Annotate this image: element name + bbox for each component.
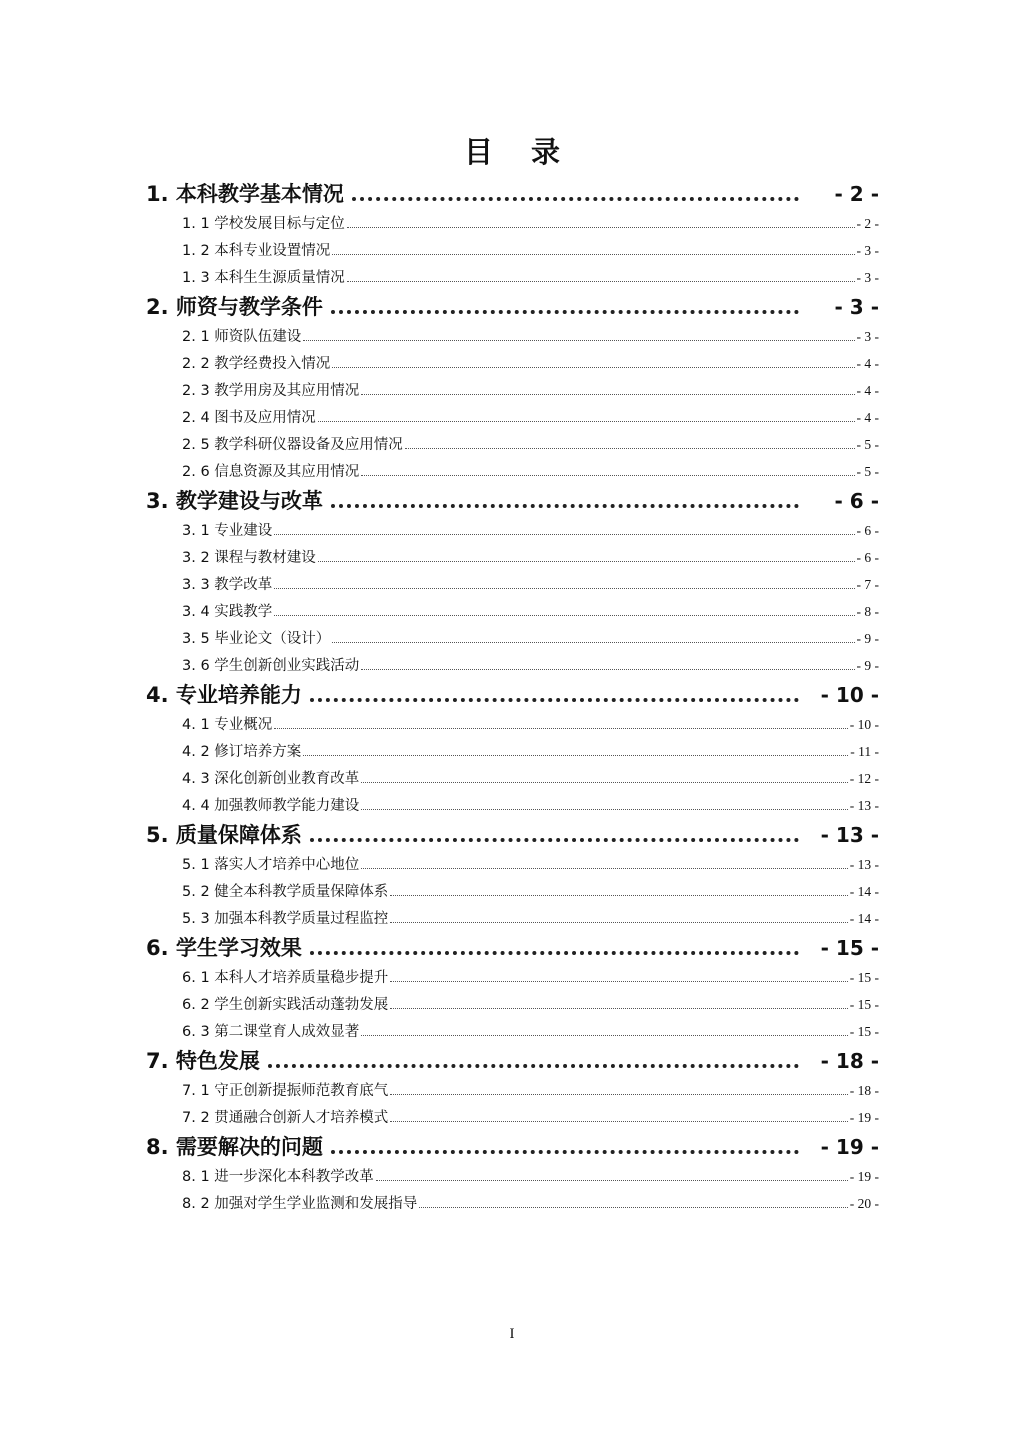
dot-leader: [361, 475, 854, 476]
toc-subsection-6-3[interactable]: [146, 1018, 879, 1045]
dot-leader: [361, 868, 847, 869]
toc-entry-page: - 7 -: [856, 577, 879, 592]
toc-subsection-3-2[interactable]: [146, 544, 879, 571]
dot-leader: [390, 1094, 847, 1095]
toc-entry-title[interactable]: 7. 1 守正创新提振师范教育底气: [182, 1083, 389, 1099]
toc-entry-page: - 15 -: [849, 970, 879, 985]
toc-entry-title[interactable]: 2. 3 教学用房及其应用情况: [182, 383, 360, 399]
toc-subsection-6-2[interactable]: [146, 991, 879, 1018]
toc-entry-title[interactable]: 1. 1 学校发展目标与定位: [182, 216, 345, 232]
toc-section-1[interactable]: [146, 178, 879, 210]
toc-entry-title[interactable]: 6. 3 第二课堂育人成效显著: [182, 1024, 360, 1040]
dot-leader: [419, 1207, 847, 1208]
dot-leader: [274, 588, 854, 589]
dot-leader: [331, 504, 799, 508]
toc-entry-title[interactable]: 7. 2 贯通融合创新人才培养模式: [182, 1110, 389, 1126]
page-title: 目 录: [463, 135, 575, 169]
toc-entry-title[interactable]: 5. 2 健全本科教学质量保障体系: [182, 884, 389, 900]
toc-subsection-1-1[interactable]: [146, 210, 879, 237]
toc-entry-title[interactable]: 3. 4 实践教学: [182, 604, 273, 620]
toc-entry-page: - 5 -: [856, 464, 879, 479]
toc-entry-page: - 8 -: [856, 604, 879, 619]
toc-subsection-1-2[interactable]: [146, 237, 879, 264]
toc-subsection-5-1[interactable]: [146, 851, 879, 878]
dot-leader: [376, 1180, 848, 1181]
toc-section-6[interactable]: [146, 932, 879, 964]
dot-leader: [318, 421, 855, 422]
toc-subsection-6-1[interactable]: [146, 964, 879, 991]
toc-entry-title[interactable]: 4. 2 修订培养方案: [182, 744, 302, 760]
toc-entry-title[interactable]: 2. 5 教学科研仪器设备及应用情况: [182, 437, 403, 453]
toc-entry-page: - 20 -: [849, 1196, 879, 1211]
dot-leader: [361, 782, 847, 783]
toc-entry-title[interactable]: 4. 4 加强教师教学能力建设: [182, 798, 360, 814]
toc-subsection-2-6[interactable]: [146, 458, 879, 485]
toc-entry-title[interactable]: 3. 1 专业建设: [182, 523, 273, 539]
toc-entry-title[interactable]: 2. 师资与教学条件: [146, 295, 323, 319]
dot-leader: [390, 1121, 847, 1122]
toc-subsection-2-4[interactable]: [146, 404, 879, 431]
toc-entry-title[interactable]: 6. 学生学习效果: [146, 936, 302, 960]
toc-entry-page: - 11 -: [850, 744, 879, 759]
toc-entry-page: - 5 -: [856, 437, 879, 452]
toc-subsection-4-3[interactable]: [146, 765, 879, 792]
toc-entry-title[interactable]: 8. 需要解决的问题: [146, 1135, 323, 1159]
toc-subsection-2-3[interactable]: [146, 377, 879, 404]
dot-leader: [310, 698, 799, 702]
toc-section-5[interactable]: [146, 819, 879, 851]
toc-subsection-1-3[interactable]: [146, 264, 879, 291]
toc-entry-page: - 14 -: [849, 884, 879, 899]
toc-entry-page: - 4 -: [856, 356, 879, 371]
dot-leader: [318, 561, 855, 562]
toc-subsection-3-4[interactable]: [146, 598, 879, 625]
table-of-contents: [146, 178, 879, 1217]
page-number-footer: I: [509, 1326, 515, 1342]
toc-entry-page: - 9 -: [856, 658, 879, 673]
toc-entry-page: - 4 -: [856, 383, 879, 398]
toc-entry-page: - 10 -: [849, 717, 879, 732]
toc-entry-title[interactable]: 5. 3 加强本科教学质量过程监控: [182, 911, 389, 927]
toc-entry-page: - 19 -: [849, 1169, 879, 1184]
toc-subsection-2-5[interactable]: [146, 431, 879, 458]
toc-subsection-3-3[interactable]: [146, 571, 879, 598]
toc-entry-page: - 10 -: [820, 683, 879, 707]
toc-subsection-8-2[interactable]: [146, 1190, 879, 1217]
toc-entry-title[interactable]: 7. 特色发展: [146, 1049, 260, 1073]
toc-entry-page: - 19 -: [849, 1110, 879, 1125]
dot-leader: [361, 669, 854, 670]
toc-subsection-4-2[interactable]: [146, 738, 879, 765]
toc-subsection-3-5[interactable]: [146, 625, 879, 652]
toc-entry-title[interactable]: 3. 2 课程与教材建设: [182, 550, 316, 566]
toc-entry-title[interactable]: 6. 1 本科人才培养质量稳步提升: [182, 970, 389, 986]
toc-entry-title[interactable]: 3. 教学建设与改革: [146, 489, 323, 513]
toc-entry-page: - 15 -: [849, 1024, 879, 1039]
toc-entry-title[interactable]: 6. 2 学生创新实践活动蓬勃发展: [182, 997, 389, 1013]
toc-entry-title[interactable]: 3. 6 学生创新创业实践活动: [182, 658, 360, 674]
dot-leader: [303, 340, 854, 341]
toc-subsection-8-1[interactable]: [146, 1163, 879, 1190]
toc-entry-title[interactable]: 3. 5 毕业论文（设计）: [182, 631, 331, 647]
toc-section-3[interactable]: [146, 485, 879, 517]
dot-leader: [310, 838, 799, 842]
toc-entry-title[interactable]: 5. 质量保障体系: [146, 823, 302, 847]
toc-entry-page: - 13 -: [820, 823, 879, 847]
dot-leader: [310, 951, 799, 955]
dot-leader: [405, 448, 855, 449]
dot-leader: [361, 1035, 847, 1036]
toc-subsection-4-4[interactable]: [146, 792, 879, 819]
toc-entry-page: - 6 -: [856, 523, 879, 538]
toc-entry-title[interactable]: 5. 1 落实人才培养中心地位: [182, 857, 360, 873]
toc-subsection-7-1[interactable]: [146, 1077, 879, 1104]
toc-subsection-4-1[interactable]: [146, 711, 879, 738]
toc-subsection-5-3[interactable]: [146, 905, 879, 932]
toc-subsection-3-6[interactable]: [146, 652, 879, 679]
toc-entry-title[interactable]: 2. 6 信息资源及其应用情况: [182, 464, 360, 480]
toc-entry-page: - 15 -: [849, 997, 879, 1012]
dot-leader: [268, 1064, 799, 1068]
toc-section-2[interactable]: [146, 291, 879, 323]
toc-entry-title[interactable]: 8. 2 加强对学生学业监测和发展指导: [182, 1196, 418, 1212]
dot-leader: [352, 197, 799, 201]
toc-entry-page: - 15 -: [820, 936, 879, 960]
dot-leader: [332, 254, 854, 255]
dot-leader: [390, 895, 847, 896]
toc-subsection-7-2[interactable]: [146, 1104, 879, 1131]
dot-leader: [361, 809, 847, 810]
toc-entry-page: - 13 -: [849, 857, 879, 872]
toc-entry-title[interactable]: 4. 专业培养能力: [146, 683, 302, 707]
toc-entry-page: - 2 -: [834, 182, 879, 206]
toc-entry-title[interactable]: 1. 3 本科生生源质量情况: [182, 270, 345, 286]
toc-entry-title[interactable]: 4. 1 专业概况: [182, 717, 273, 733]
dot-leader: [390, 981, 847, 982]
toc-subsection-2-1[interactable]: [146, 323, 879, 350]
dot-leader: [331, 310, 799, 314]
toc-subsection-2-2[interactable]: [146, 350, 879, 377]
toc-entry-page: - 18 -: [849, 1083, 879, 1098]
toc-entry-page: - 3 -: [856, 329, 879, 344]
toc-section-8[interactable]: [146, 1131, 879, 1163]
toc-entry-title[interactable]: 2. 1 师资队伍建设: [182, 329, 302, 345]
toc-entry-title[interactable]: 2. 4 图书及应用情况: [182, 410, 316, 426]
toc-entry-title[interactable]: 2. 2 教学经费投入情况: [182, 356, 331, 372]
toc-entry-title[interactable]: 1. 本科教学基本情况: [146, 182, 344, 206]
toc-entry-page: - 2 -: [856, 216, 879, 231]
toc-entry-page: - 4 -: [856, 410, 879, 425]
dot-leader: [331, 1150, 799, 1154]
dot-leader: [274, 728, 847, 729]
dot-leader: [303, 755, 848, 756]
toc-subsection-3-1[interactable]: [146, 517, 879, 544]
toc-entry-title[interactable]: 3. 3 教学改革: [182, 577, 273, 593]
dot-leader: [332, 642, 854, 643]
toc-entry-page: - 3 -: [856, 270, 879, 285]
toc-section-4[interactable]: [146, 679, 879, 711]
dot-leader: [390, 922, 847, 923]
toc-entry-page: - 3 -: [856, 243, 879, 258]
toc-entry-page: - 3 -: [834, 295, 879, 319]
dot-leader: [274, 534, 854, 535]
toc-entry-title[interactable]: 4. 3 深化创新创业教育改革: [182, 771, 360, 787]
toc-entry-page: - 6 -: [856, 550, 879, 565]
toc-entry-page: - 19 -: [820, 1135, 879, 1159]
toc-entry-page: - 9 -: [856, 631, 879, 646]
dot-leader: [361, 394, 854, 395]
toc-entry-page: - 6 -: [834, 489, 879, 513]
toc-subsection-5-2[interactable]: [146, 878, 879, 905]
toc-entry-page: - 18 -: [820, 1049, 879, 1073]
dot-leader: [390, 1008, 847, 1009]
dot-leader: [347, 227, 855, 228]
dot-leader: [347, 281, 855, 282]
toc-section-7[interactable]: [146, 1045, 879, 1077]
toc-entry-page: - 13 -: [849, 798, 879, 813]
toc-entry-page: - 14 -: [849, 911, 879, 926]
dot-leader: [274, 615, 854, 616]
toc-entry-page: - 12 -: [849, 771, 879, 786]
toc-entry-title[interactable]: 8. 1 进一步深化本科教学改革: [182, 1169, 374, 1185]
dot-leader: [332, 367, 854, 368]
toc-entry-title[interactable]: 1. 2 本科专业设置情况: [182, 243, 331, 259]
